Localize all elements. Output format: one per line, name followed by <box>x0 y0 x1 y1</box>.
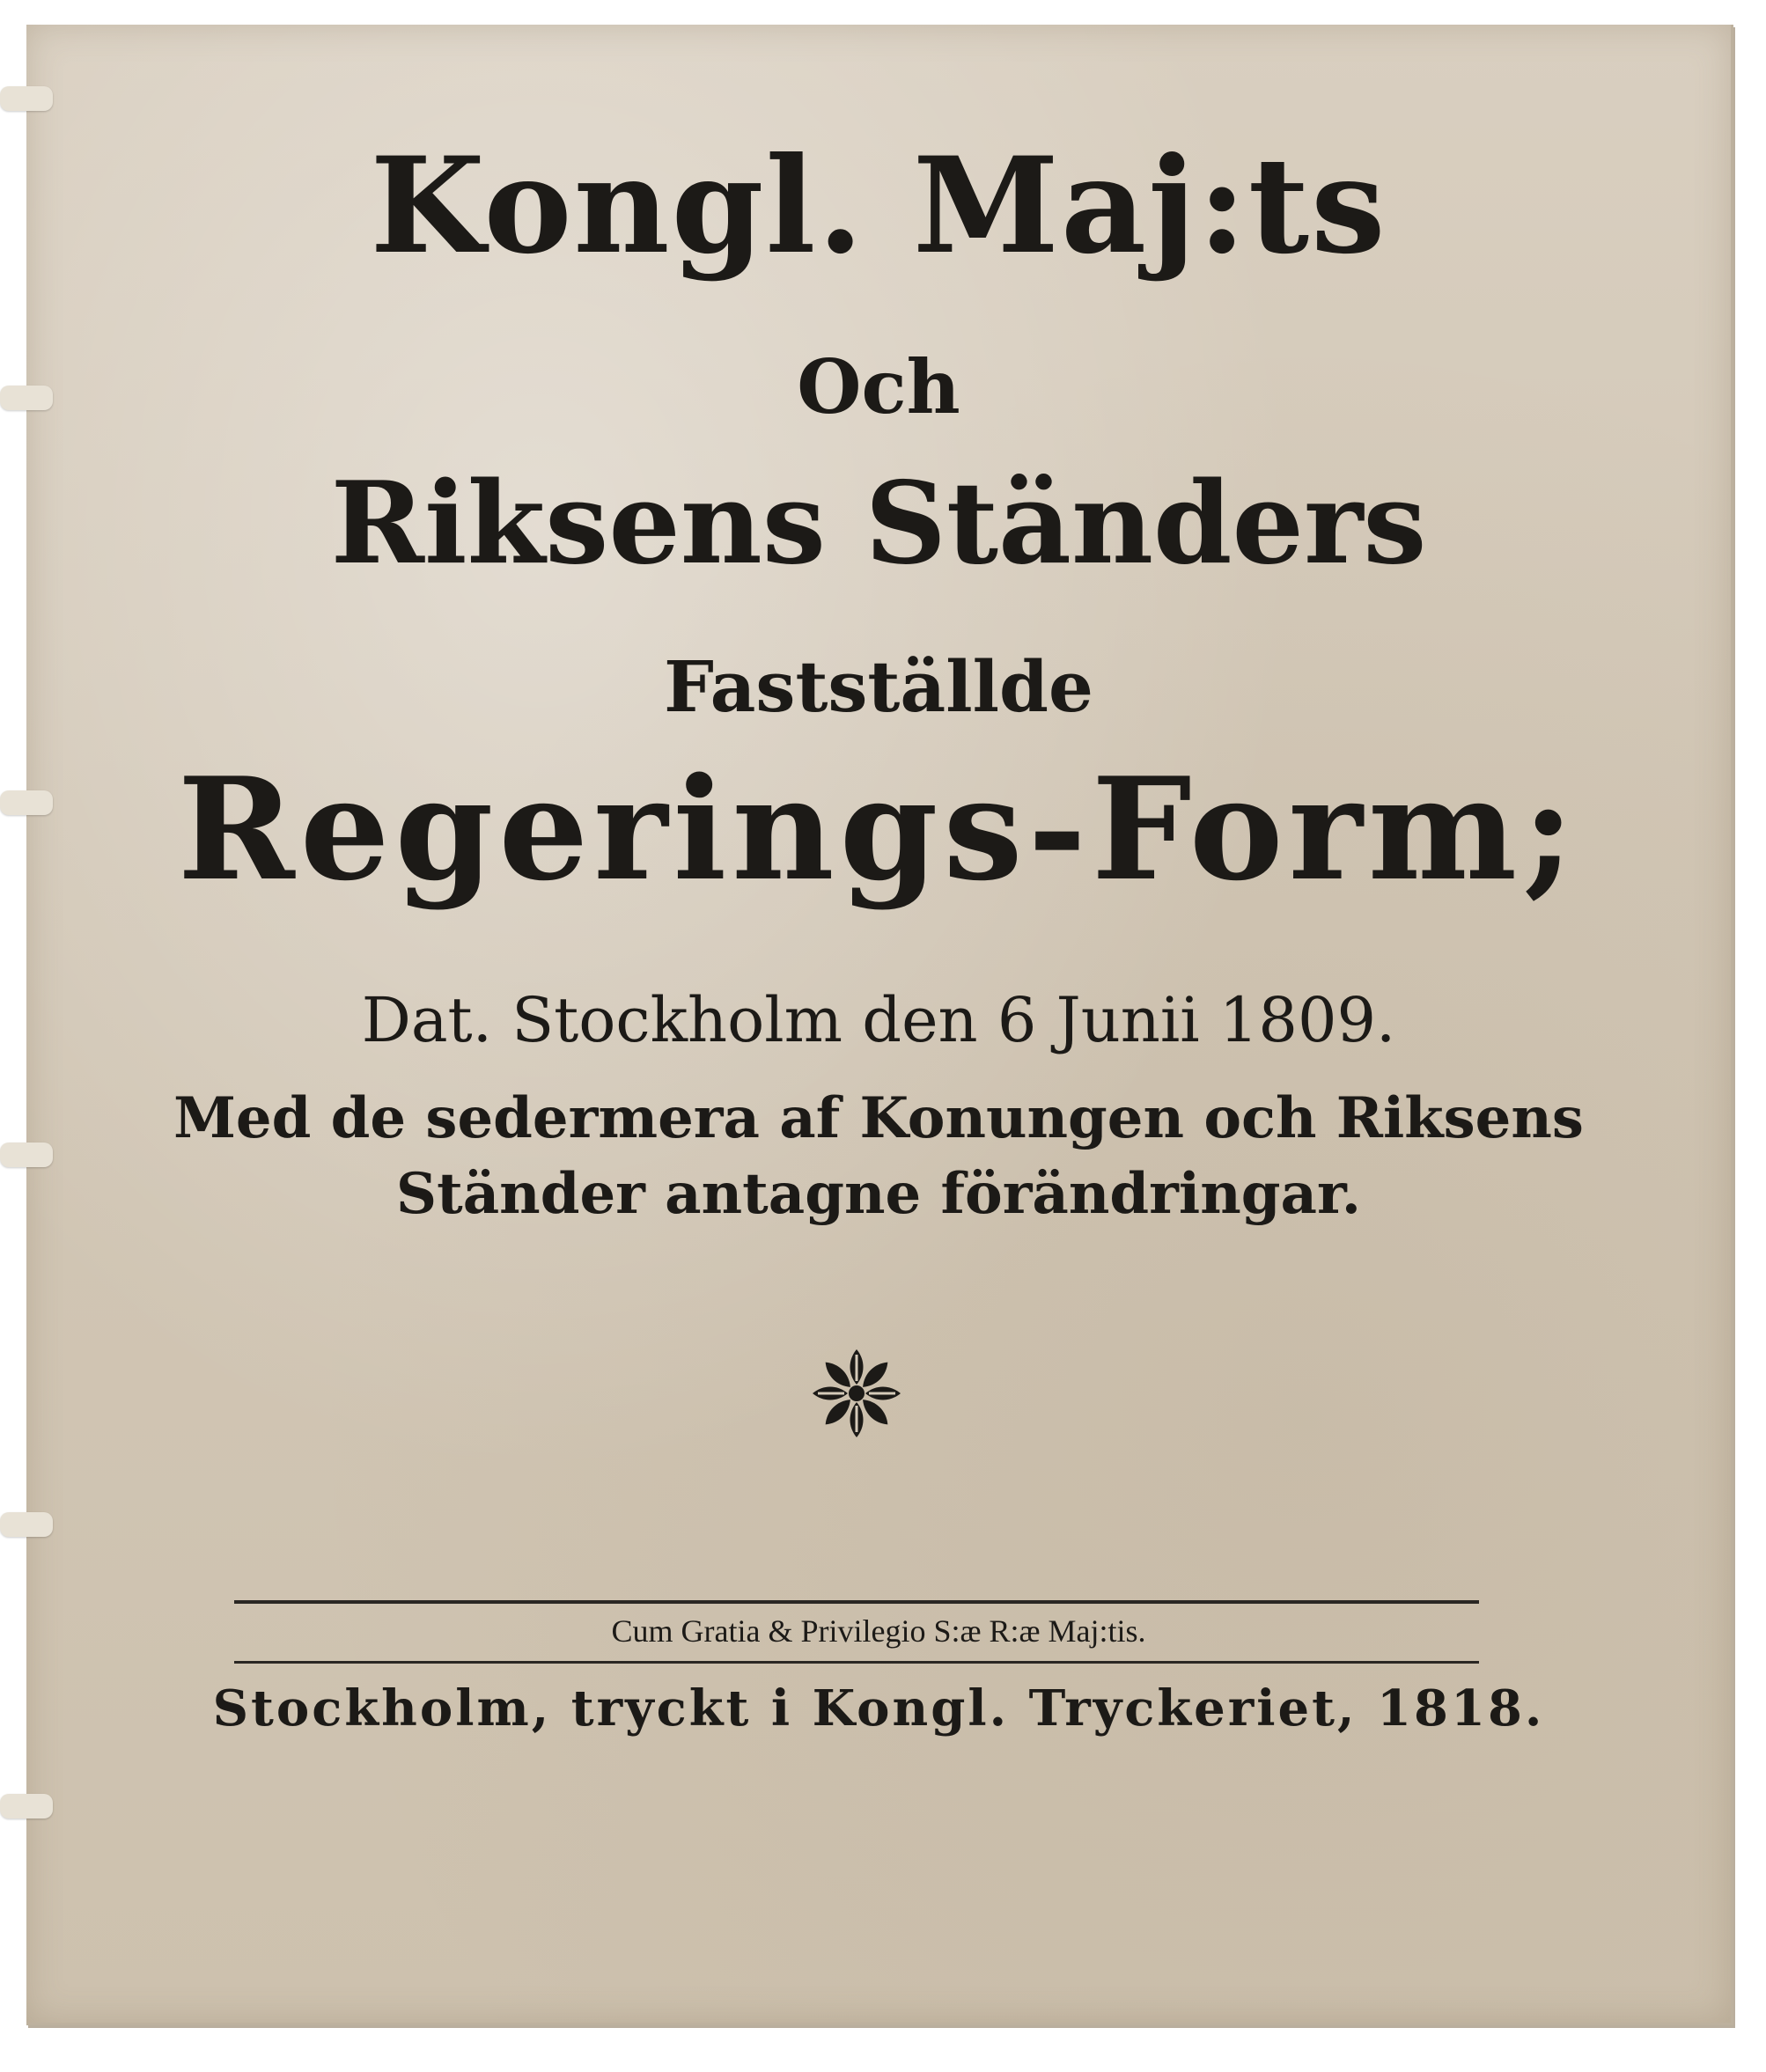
title-line-5: Regerings-Form; <box>177 746 1580 912</box>
top-rule <box>234 1600 1479 1604</box>
dateline: Dat. Stockholm den 6 Junii 1809. <box>361 984 1396 1056</box>
title-line-4: Fastställde <box>664 645 1093 728</box>
bottom-rule <box>234 1661 1479 1664</box>
title-line-1: Kongl. Maj:ts <box>370 129 1387 283</box>
binding-stitch <box>0 86 53 111</box>
privilege-line: Cum Gratia & Privilegio S:æ R:æ Maj:tis. <box>611 1613 1146 1649</box>
binding-stitch <box>0 1794 53 1819</box>
document-page <box>26 25 1733 2025</box>
imprint-line: Stockholm, tryckt i Kongl. Tryckeriet, 1818. <box>212 1679 1545 1738</box>
binding-stitch <box>0 1512 53 1537</box>
title-line-3: Riksens Ständers <box>330 458 1427 590</box>
subtitle: Med de sedermera af Konungen och Riksens Ständer antagne förändringar. <box>173 1085 1584 1227</box>
title-line-2: Och <box>797 343 960 430</box>
printer-ornament-icon <box>808 1345 905 1442</box>
